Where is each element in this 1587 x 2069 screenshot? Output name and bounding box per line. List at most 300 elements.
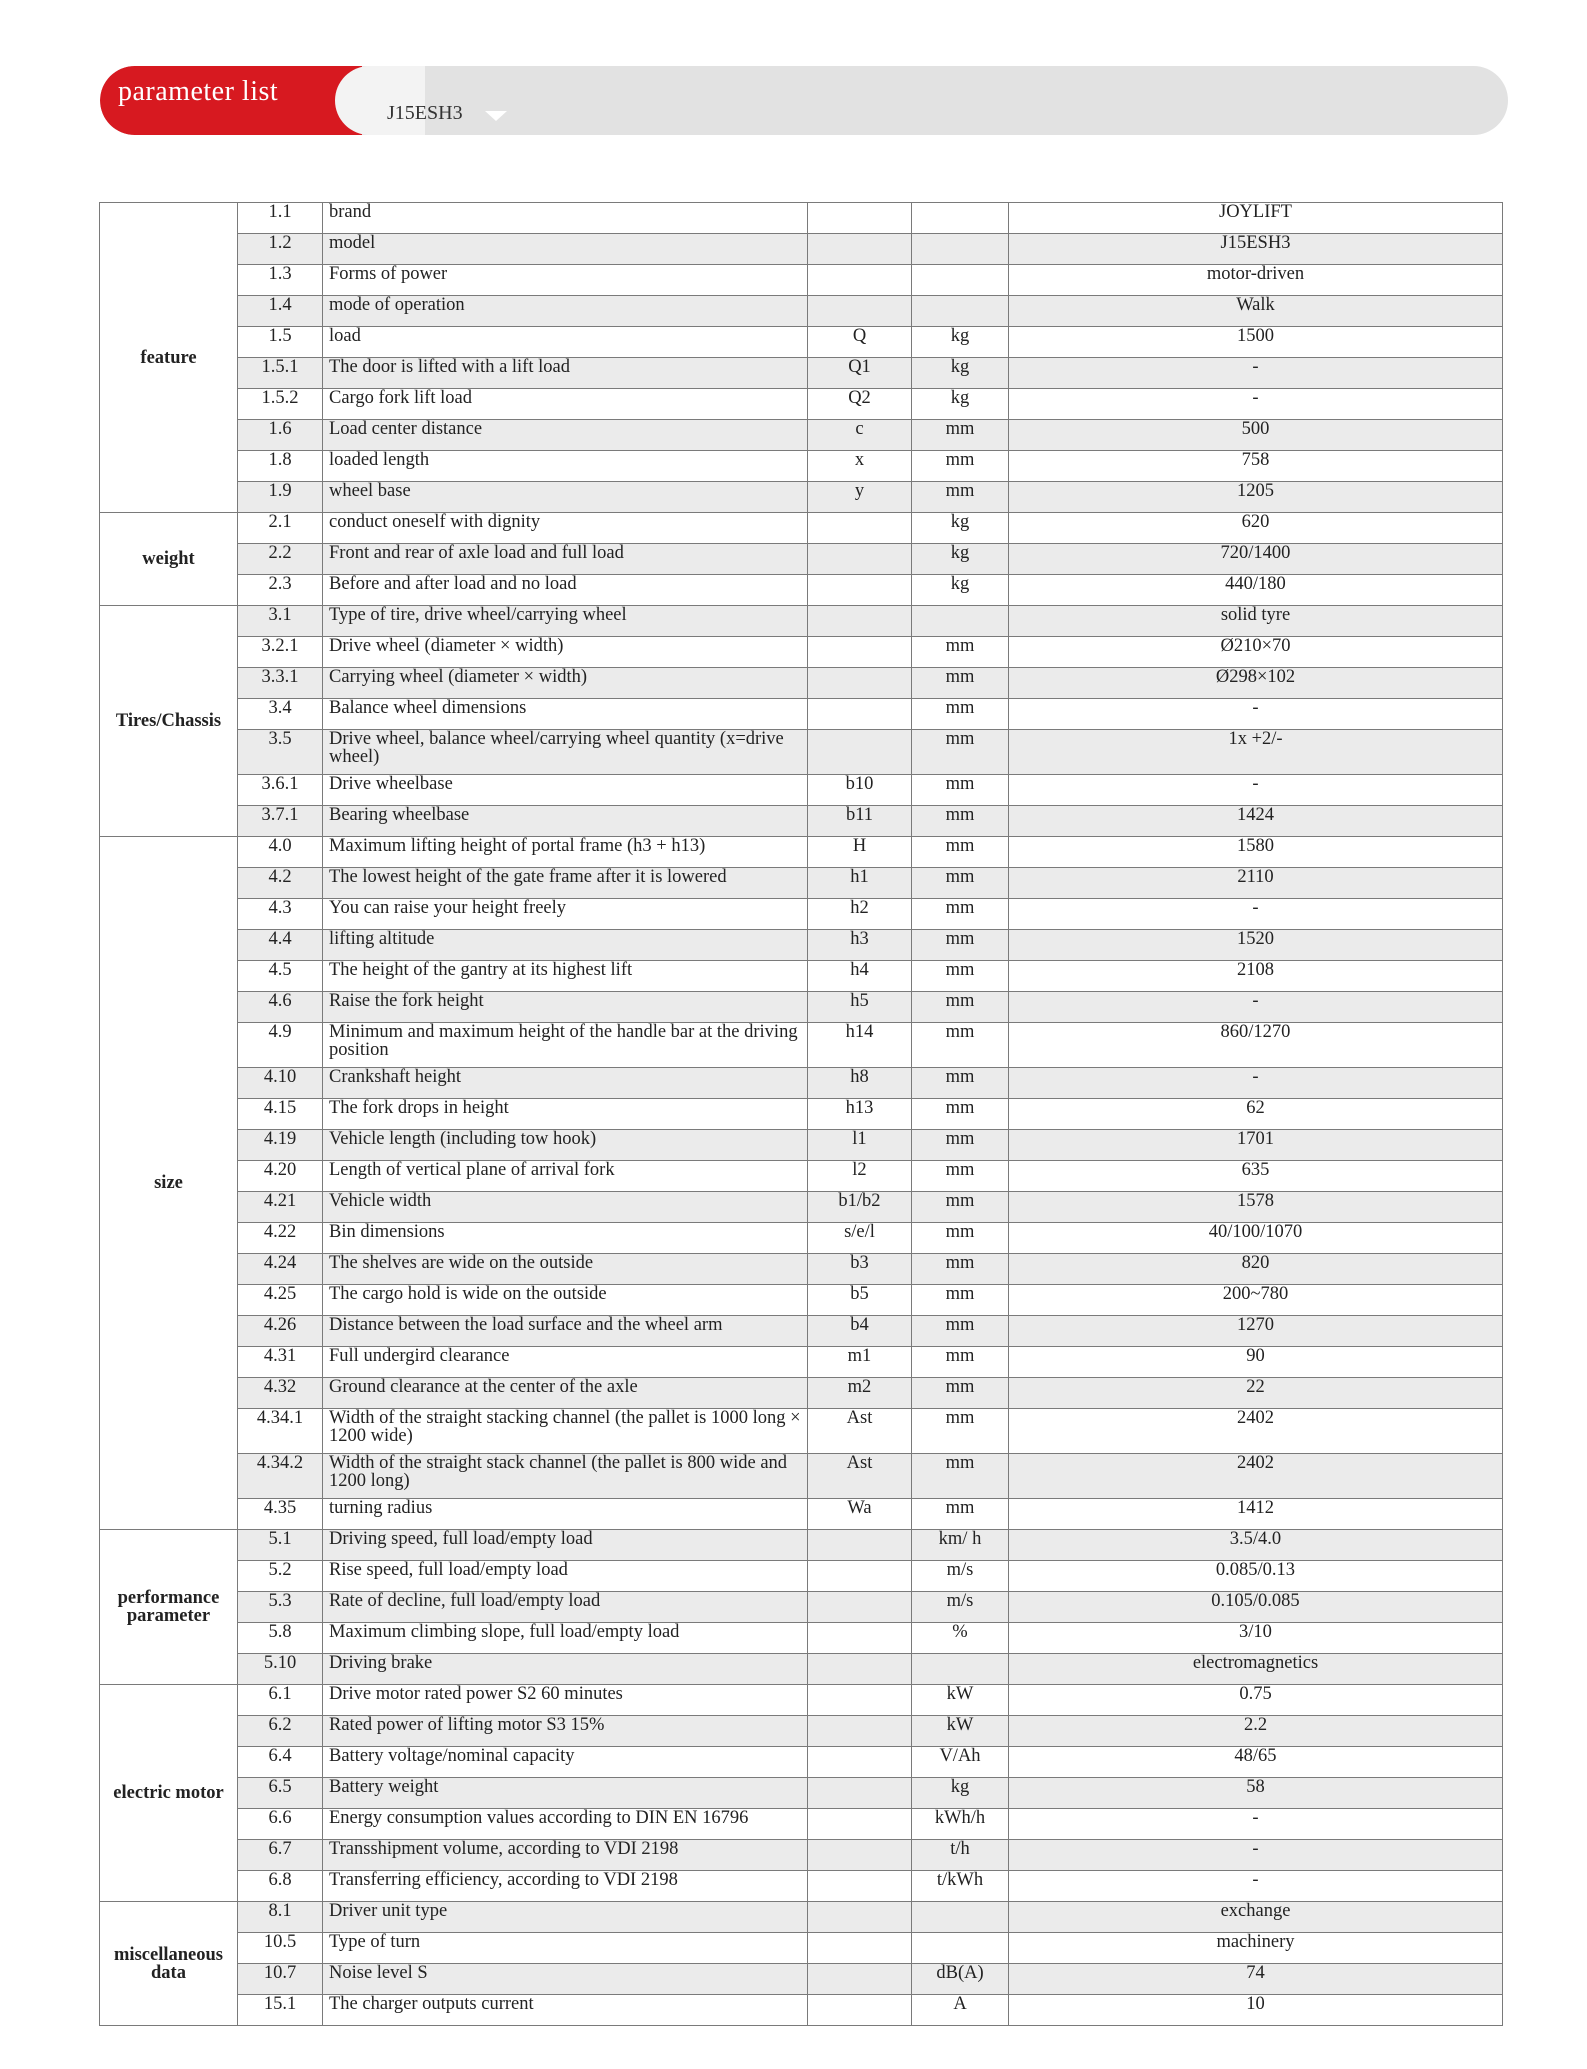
param-unit: kg (912, 358, 1009, 389)
param-name: The lowest height of the gate frame after it is lowered (323, 868, 808, 899)
param-value: machinery (1009, 1933, 1503, 1964)
param-name: Bearing wheelbase (323, 806, 808, 837)
param-name: Forms of power (323, 265, 808, 296)
param-symbol (808, 1995, 912, 2026)
param-unit: mm (912, 637, 1009, 668)
param-symbol (808, 1871, 912, 1902)
section-category-label: feature (100, 203, 238, 513)
param-number: 4.4 (238, 930, 323, 961)
param-unit: mm (912, 1285, 1009, 1316)
param-unit: mm (912, 451, 1009, 482)
param-value: 200~780 (1009, 1285, 1503, 1316)
table-row (100, 1223, 1503, 1254)
param-symbol: h5 (808, 992, 912, 1023)
param-symbol: h1 (808, 868, 912, 899)
table-row (100, 930, 1503, 961)
table-row (100, 899, 1503, 930)
param-name: Before and after load and no load (323, 575, 808, 606)
param-unit: mm (912, 1068, 1009, 1099)
table-row (100, 1716, 1503, 1747)
table-row (100, 668, 1503, 699)
param-number: 1.9 (238, 482, 323, 513)
param-number: 4.20 (238, 1161, 323, 1192)
param-unit: m/s (912, 1592, 1009, 1623)
param-unit: kWh/h (912, 1809, 1009, 1840)
table-row (100, 1161, 1503, 1192)
table-row (100, 1685, 1503, 1716)
param-name: The charger outputs current (323, 1995, 808, 2026)
param-name: Maximum lifting height of portal frame (h3 + h13) (323, 837, 808, 868)
param-symbol: b1/b2 (808, 1192, 912, 1223)
param-value: - (1009, 358, 1503, 389)
param-unit: mm (912, 1316, 1009, 1347)
param-name: You can raise your height freely (323, 899, 808, 930)
param-name: Width of the straight stacking channel (the pallet is 1000 long × 1200 wide) (323, 1409, 808, 1454)
param-symbol (808, 1933, 912, 1964)
param-number: 5.8 (238, 1623, 323, 1654)
param-number: 6.7 (238, 1840, 323, 1871)
param-symbol (808, 1623, 912, 1654)
param-value: - (1009, 992, 1503, 1023)
param-number: 1.8 (238, 451, 323, 482)
param-value: 820 (1009, 1254, 1503, 1285)
param-unit: % (912, 1623, 1009, 1654)
param-name: Drive wheel (diameter × width) (323, 637, 808, 668)
param-name: Rated power of lifting motor S3 15% (323, 1716, 808, 1747)
param-number: 5.1 (238, 1530, 323, 1561)
param-symbol (808, 1778, 912, 1809)
param-name: Ground clearance at the center of the axle (323, 1378, 808, 1409)
param-symbol: Q1 (808, 358, 912, 389)
param-value: 0.75 (1009, 1685, 1503, 1716)
param-number: 4.10 (238, 1068, 323, 1099)
param-value: 1205 (1009, 482, 1503, 513)
param-symbol: l2 (808, 1161, 912, 1192)
param-number: 3.6.1 (238, 775, 323, 806)
param-unit: mm (912, 868, 1009, 899)
param-value: 720/1400 (1009, 544, 1503, 575)
param-name: Minimum and maximum height of the handle bar at the driving position (323, 1023, 808, 1068)
param-unit: t/h (912, 1840, 1009, 1871)
param-number: 4.34.1 (238, 1409, 323, 1454)
table-row (100, 482, 1503, 513)
param-unit (912, 203, 1009, 234)
param-unit: kg (912, 389, 1009, 420)
table-row (100, 1623, 1503, 1654)
param-unit: dB(A) (912, 1964, 1009, 1995)
section-category-label: weight (100, 513, 238, 606)
param-unit: mm (912, 1409, 1009, 1454)
param-unit: mm (912, 482, 1009, 513)
param-number: 4.26 (238, 1316, 323, 1347)
param-number: 3.2.1 (238, 637, 323, 668)
table-row (100, 1285, 1503, 1316)
table-row (100, 1561, 1503, 1592)
param-unit: kg (912, 544, 1009, 575)
section-category-label: electric motor (100, 1685, 238, 1902)
table-row (100, 327, 1503, 358)
param-name: Balance wheel dimensions (323, 699, 808, 730)
param-name: load (323, 327, 808, 358)
param-name: Driver unit type (323, 1902, 808, 1933)
param-value: exchange (1009, 1902, 1503, 1933)
param-name: Width of the straight stack channel (the pallet is 800 wide and 1200 long) (323, 1454, 808, 1499)
param-symbol (808, 203, 912, 234)
model-selector[interactable]: J15ESH3 (387, 102, 463, 124)
param-unit: km/ h (912, 1530, 1009, 1561)
param-unit: mm (912, 1499, 1009, 1530)
section-category-label: miscellaneous data (100, 1902, 238, 2026)
param-unit: kW (912, 1685, 1009, 1716)
page-title: parameter list (118, 76, 279, 107)
param-unit: kW (912, 1716, 1009, 1747)
param-name: Battery weight (323, 1778, 808, 1809)
param-number: 1.5.2 (238, 389, 323, 420)
param-unit: mm (912, 1023, 1009, 1068)
table-row (100, 234, 1503, 265)
param-symbol (808, 265, 912, 296)
table-row (100, 1902, 1503, 1933)
param-number: 4.2 (238, 868, 323, 899)
param-value: 440/180 (1009, 575, 1503, 606)
param-name: wheel base (323, 482, 808, 513)
param-unit (912, 265, 1009, 296)
param-value: 3/10 (1009, 1623, 1503, 1654)
param-unit (912, 1933, 1009, 1964)
param-value: 3.5/4.0 (1009, 1530, 1503, 1561)
param-value: 58 (1009, 1778, 1503, 1809)
table-row (100, 265, 1503, 296)
param-value: 0.085/0.13 (1009, 1561, 1503, 1592)
param-unit (912, 1902, 1009, 1933)
param-value: 758 (1009, 451, 1503, 482)
param-symbol: b10 (808, 775, 912, 806)
section-category-label: performance parameter (100, 1530, 238, 1685)
param-name: conduct oneself with dignity (323, 513, 808, 544)
table-row (100, 358, 1503, 389)
table-row (100, 513, 1503, 544)
table-row (100, 544, 1503, 575)
param-name: Driving speed, full load/empty load (323, 1530, 808, 1561)
param-symbol (808, 606, 912, 637)
param-symbol: h8 (808, 1068, 912, 1099)
table-row (100, 868, 1503, 899)
param-value: 40/100/1070 (1009, 1223, 1503, 1254)
param-value: Ø298×102 (1009, 668, 1503, 699)
param-number: 6.6 (238, 1809, 323, 1840)
param-number: 4.15 (238, 1099, 323, 1130)
param-number: 4.9 (238, 1023, 323, 1068)
param-name: model (323, 234, 808, 265)
param-number: 1.1 (238, 203, 323, 234)
param-value: 2108 (1009, 961, 1503, 992)
param-value: JOYLIFT (1009, 203, 1503, 234)
param-symbol: h13 (808, 1099, 912, 1130)
table-row (100, 1099, 1503, 1130)
param-unit (912, 606, 1009, 637)
param-name: Drive motor rated power S2 60 minutes (323, 1685, 808, 1716)
param-value: 1412 (1009, 1499, 1503, 1530)
param-name: Cargo fork lift load (323, 389, 808, 420)
param-value: 0.105/0.085 (1009, 1592, 1503, 1623)
param-value: 74 (1009, 1964, 1503, 1995)
param-unit: V/Ah (912, 1747, 1009, 1778)
param-value: 1701 (1009, 1130, 1503, 1161)
param-symbol (808, 1716, 912, 1747)
param-name: Bin dimensions (323, 1223, 808, 1254)
param-value: - (1009, 1840, 1503, 1871)
table-row (100, 992, 1503, 1023)
table-row (100, 1964, 1503, 1995)
param-number: 4.24 (238, 1254, 323, 1285)
table-row (100, 806, 1503, 837)
table-row (100, 420, 1503, 451)
param-number: 3.3.1 (238, 668, 323, 699)
param-value: 1270 (1009, 1316, 1503, 1347)
param-unit: mm (912, 1254, 1009, 1285)
param-value: 620 (1009, 513, 1503, 544)
param-value: 1500 (1009, 327, 1503, 358)
param-name: Drive wheelbase (323, 775, 808, 806)
param-symbol (808, 575, 912, 606)
param-number: 3.5 (238, 730, 323, 775)
param-name: mode of operation (323, 296, 808, 327)
param-unit: kg (912, 327, 1009, 358)
param-unit: mm (912, 699, 1009, 730)
param-value: 1424 (1009, 806, 1503, 837)
param-symbol: Q (808, 327, 912, 358)
table-row (100, 1809, 1503, 1840)
param-unit: mm (912, 899, 1009, 930)
param-symbol: b11 (808, 806, 912, 837)
param-value: 1520 (1009, 930, 1503, 961)
table-row (100, 775, 1503, 806)
param-name: lifting altitude (323, 930, 808, 961)
param-name: Noise level S (323, 1964, 808, 1995)
param-symbol (808, 1902, 912, 1933)
param-number: 6.8 (238, 1871, 323, 1902)
param-number: 1.2 (238, 234, 323, 265)
param-unit: mm (912, 806, 1009, 837)
table-row (100, 730, 1503, 775)
table-row (100, 1378, 1503, 1409)
param-value: - (1009, 899, 1503, 930)
param-number: 6.4 (238, 1747, 323, 1778)
table-row (100, 1347, 1503, 1378)
param-value: 48/65 (1009, 1747, 1503, 1778)
param-number: 1.6 (238, 420, 323, 451)
param-unit: mm (912, 1378, 1009, 1409)
param-number: 4.19 (238, 1130, 323, 1161)
param-symbol: h4 (808, 961, 912, 992)
param-unit: mm (912, 420, 1009, 451)
param-symbol (808, 1685, 912, 1716)
param-symbol (808, 1840, 912, 1871)
param-name: Vehicle width (323, 1192, 808, 1223)
table-row (100, 1409, 1503, 1454)
param-unit: mm (912, 837, 1009, 868)
param-name: Maximum climbing slope, full load/empty load (323, 1623, 808, 1654)
table-row (100, 1316, 1503, 1347)
param-unit: m/s (912, 1561, 1009, 1592)
table-row (100, 203, 1503, 234)
param-number: 1.3 (238, 265, 323, 296)
table-row (100, 1068, 1503, 1099)
param-value: - (1009, 775, 1503, 806)
param-value: 2110 (1009, 868, 1503, 899)
table-row (100, 1130, 1503, 1161)
table-row (100, 296, 1503, 327)
param-number: 4.5 (238, 961, 323, 992)
param-symbol (808, 234, 912, 265)
param-symbol: c (808, 420, 912, 451)
param-name: Rise speed, full load/empty load (323, 1561, 808, 1592)
param-unit: t/kWh (912, 1871, 1009, 1902)
param-symbol (808, 1964, 912, 1995)
param-symbol (808, 1530, 912, 1561)
param-number: 6.2 (238, 1716, 323, 1747)
param-symbol: Wa (808, 1499, 912, 1530)
param-value: 635 (1009, 1161, 1503, 1192)
param-name: Type of tire, drive wheel/carrying wheel (323, 606, 808, 637)
param-name: loaded length (323, 451, 808, 482)
param-number: 10.7 (238, 1964, 323, 1995)
param-unit: A (912, 1995, 1009, 2026)
param-number: 6.5 (238, 1778, 323, 1809)
param-unit: mm (912, 1223, 1009, 1254)
param-unit: kg (912, 513, 1009, 544)
param-number: 1.5 (238, 327, 323, 358)
param-name: Rate of decline, full load/empty load (323, 1592, 808, 1623)
param-name: Type of turn (323, 1933, 808, 1964)
param-value: 90 (1009, 1347, 1503, 1378)
param-name: Full undergird clearance (323, 1347, 808, 1378)
param-symbol: h3 (808, 930, 912, 961)
param-name: Raise the fork height (323, 992, 808, 1023)
section-category-label: size (100, 837, 238, 1530)
param-value: 1580 (1009, 837, 1503, 868)
param-unit: mm (912, 1192, 1009, 1223)
param-number: 8.1 (238, 1902, 323, 1933)
param-symbol: x (808, 451, 912, 482)
param-symbol: m2 (808, 1378, 912, 1409)
param-name: Driving brake (323, 1654, 808, 1685)
param-unit: mm (912, 1347, 1009, 1378)
param-unit: mm (912, 961, 1009, 992)
param-symbol (808, 544, 912, 575)
param-value: J15ESH3 (1009, 234, 1503, 265)
param-number: 15.1 (238, 1995, 323, 2026)
table-row (100, 1592, 1503, 1623)
param-value: Ø210×70 (1009, 637, 1503, 668)
param-unit: mm (912, 668, 1009, 699)
param-number: 4.35 (238, 1499, 323, 1530)
param-symbol (808, 1592, 912, 1623)
table-row (100, 1840, 1503, 1871)
param-name: Length of vertical plane of arrival fork (323, 1161, 808, 1192)
param-name: The cargo hold is wide on the outside (323, 1285, 808, 1316)
table-row (100, 1254, 1503, 1285)
param-unit (912, 234, 1009, 265)
param-number: 1.5.1 (238, 358, 323, 389)
param-symbol: h2 (808, 899, 912, 930)
param-unit (912, 1654, 1009, 1685)
param-name: Battery voltage/nominal capacity (323, 1747, 808, 1778)
param-unit: kg (912, 575, 1009, 606)
parameter-table (99, 202, 1503, 2026)
param-value: 62 (1009, 1099, 1503, 1130)
param-unit: mm (912, 775, 1009, 806)
table-row (100, 1871, 1503, 1902)
param-name: Transferring efficiency, according to VDI 2198 (323, 1871, 808, 1902)
param-value: - (1009, 1809, 1503, 1840)
param-number: 2.1 (238, 513, 323, 544)
param-symbol: h14 (808, 1023, 912, 1068)
param-symbol (808, 513, 912, 544)
table-row (100, 1530, 1503, 1561)
param-symbol: l1 (808, 1130, 912, 1161)
param-number: 4.34.2 (238, 1454, 323, 1499)
param-number: 4.25 (238, 1285, 323, 1316)
param-name: Front and rear of axle load and full load (323, 544, 808, 575)
param-value: 500 (1009, 420, 1503, 451)
param-symbol (808, 1809, 912, 1840)
param-value: - (1009, 699, 1503, 730)
param-value: 1578 (1009, 1192, 1503, 1223)
param-symbol: m1 (808, 1347, 912, 1378)
param-name: Crankshaft height (323, 1068, 808, 1099)
param-unit: mm (912, 730, 1009, 775)
param-name: The fork drops in height (323, 1099, 808, 1130)
table-row (100, 1192, 1503, 1223)
param-symbol (808, 296, 912, 327)
table-row (100, 1499, 1503, 1530)
param-unit: mm (912, 1130, 1009, 1161)
param-name: Carrying wheel (diameter × width) (323, 668, 808, 699)
param-value: 22 (1009, 1378, 1503, 1409)
table-row (100, 699, 1503, 730)
param-name: The height of the gantry at its highest lift (323, 961, 808, 992)
table-row (100, 389, 1503, 420)
header-title-tab (100, 66, 362, 135)
param-symbol: b3 (808, 1254, 912, 1285)
param-symbol: b4 (808, 1316, 912, 1347)
param-symbol: H (808, 837, 912, 868)
param-unit: kg (912, 1778, 1009, 1809)
param-name: Transshipment volume, according to VDI 2198 (323, 1840, 808, 1871)
param-value: Walk (1009, 296, 1503, 327)
param-unit: mm (912, 1099, 1009, 1130)
param-number: 5.3 (238, 1592, 323, 1623)
param-number: 4.32 (238, 1378, 323, 1409)
param-number: 4.21 (238, 1192, 323, 1223)
table-row (100, 1747, 1503, 1778)
param-value: 1x +2/- (1009, 730, 1503, 775)
param-number: 4.31 (238, 1347, 323, 1378)
chevron-down-icon[interactable] (485, 111, 507, 121)
param-symbol (808, 730, 912, 775)
param-symbol (808, 699, 912, 730)
table-row (100, 1023, 1503, 1068)
param-name: Vehicle length (including tow hook) (323, 1130, 808, 1161)
param-value: - (1009, 1068, 1503, 1099)
param-number: 3.1 (238, 606, 323, 637)
param-symbol: s/e/l (808, 1223, 912, 1254)
param-number: 2.3 (238, 575, 323, 606)
header-bar (100, 66, 1508, 135)
section-category-label: Tires/Chassis (100, 606, 238, 837)
param-name: Drive wheel, balance wheel/carrying wheel quantity (x=drive wheel) (323, 730, 808, 775)
